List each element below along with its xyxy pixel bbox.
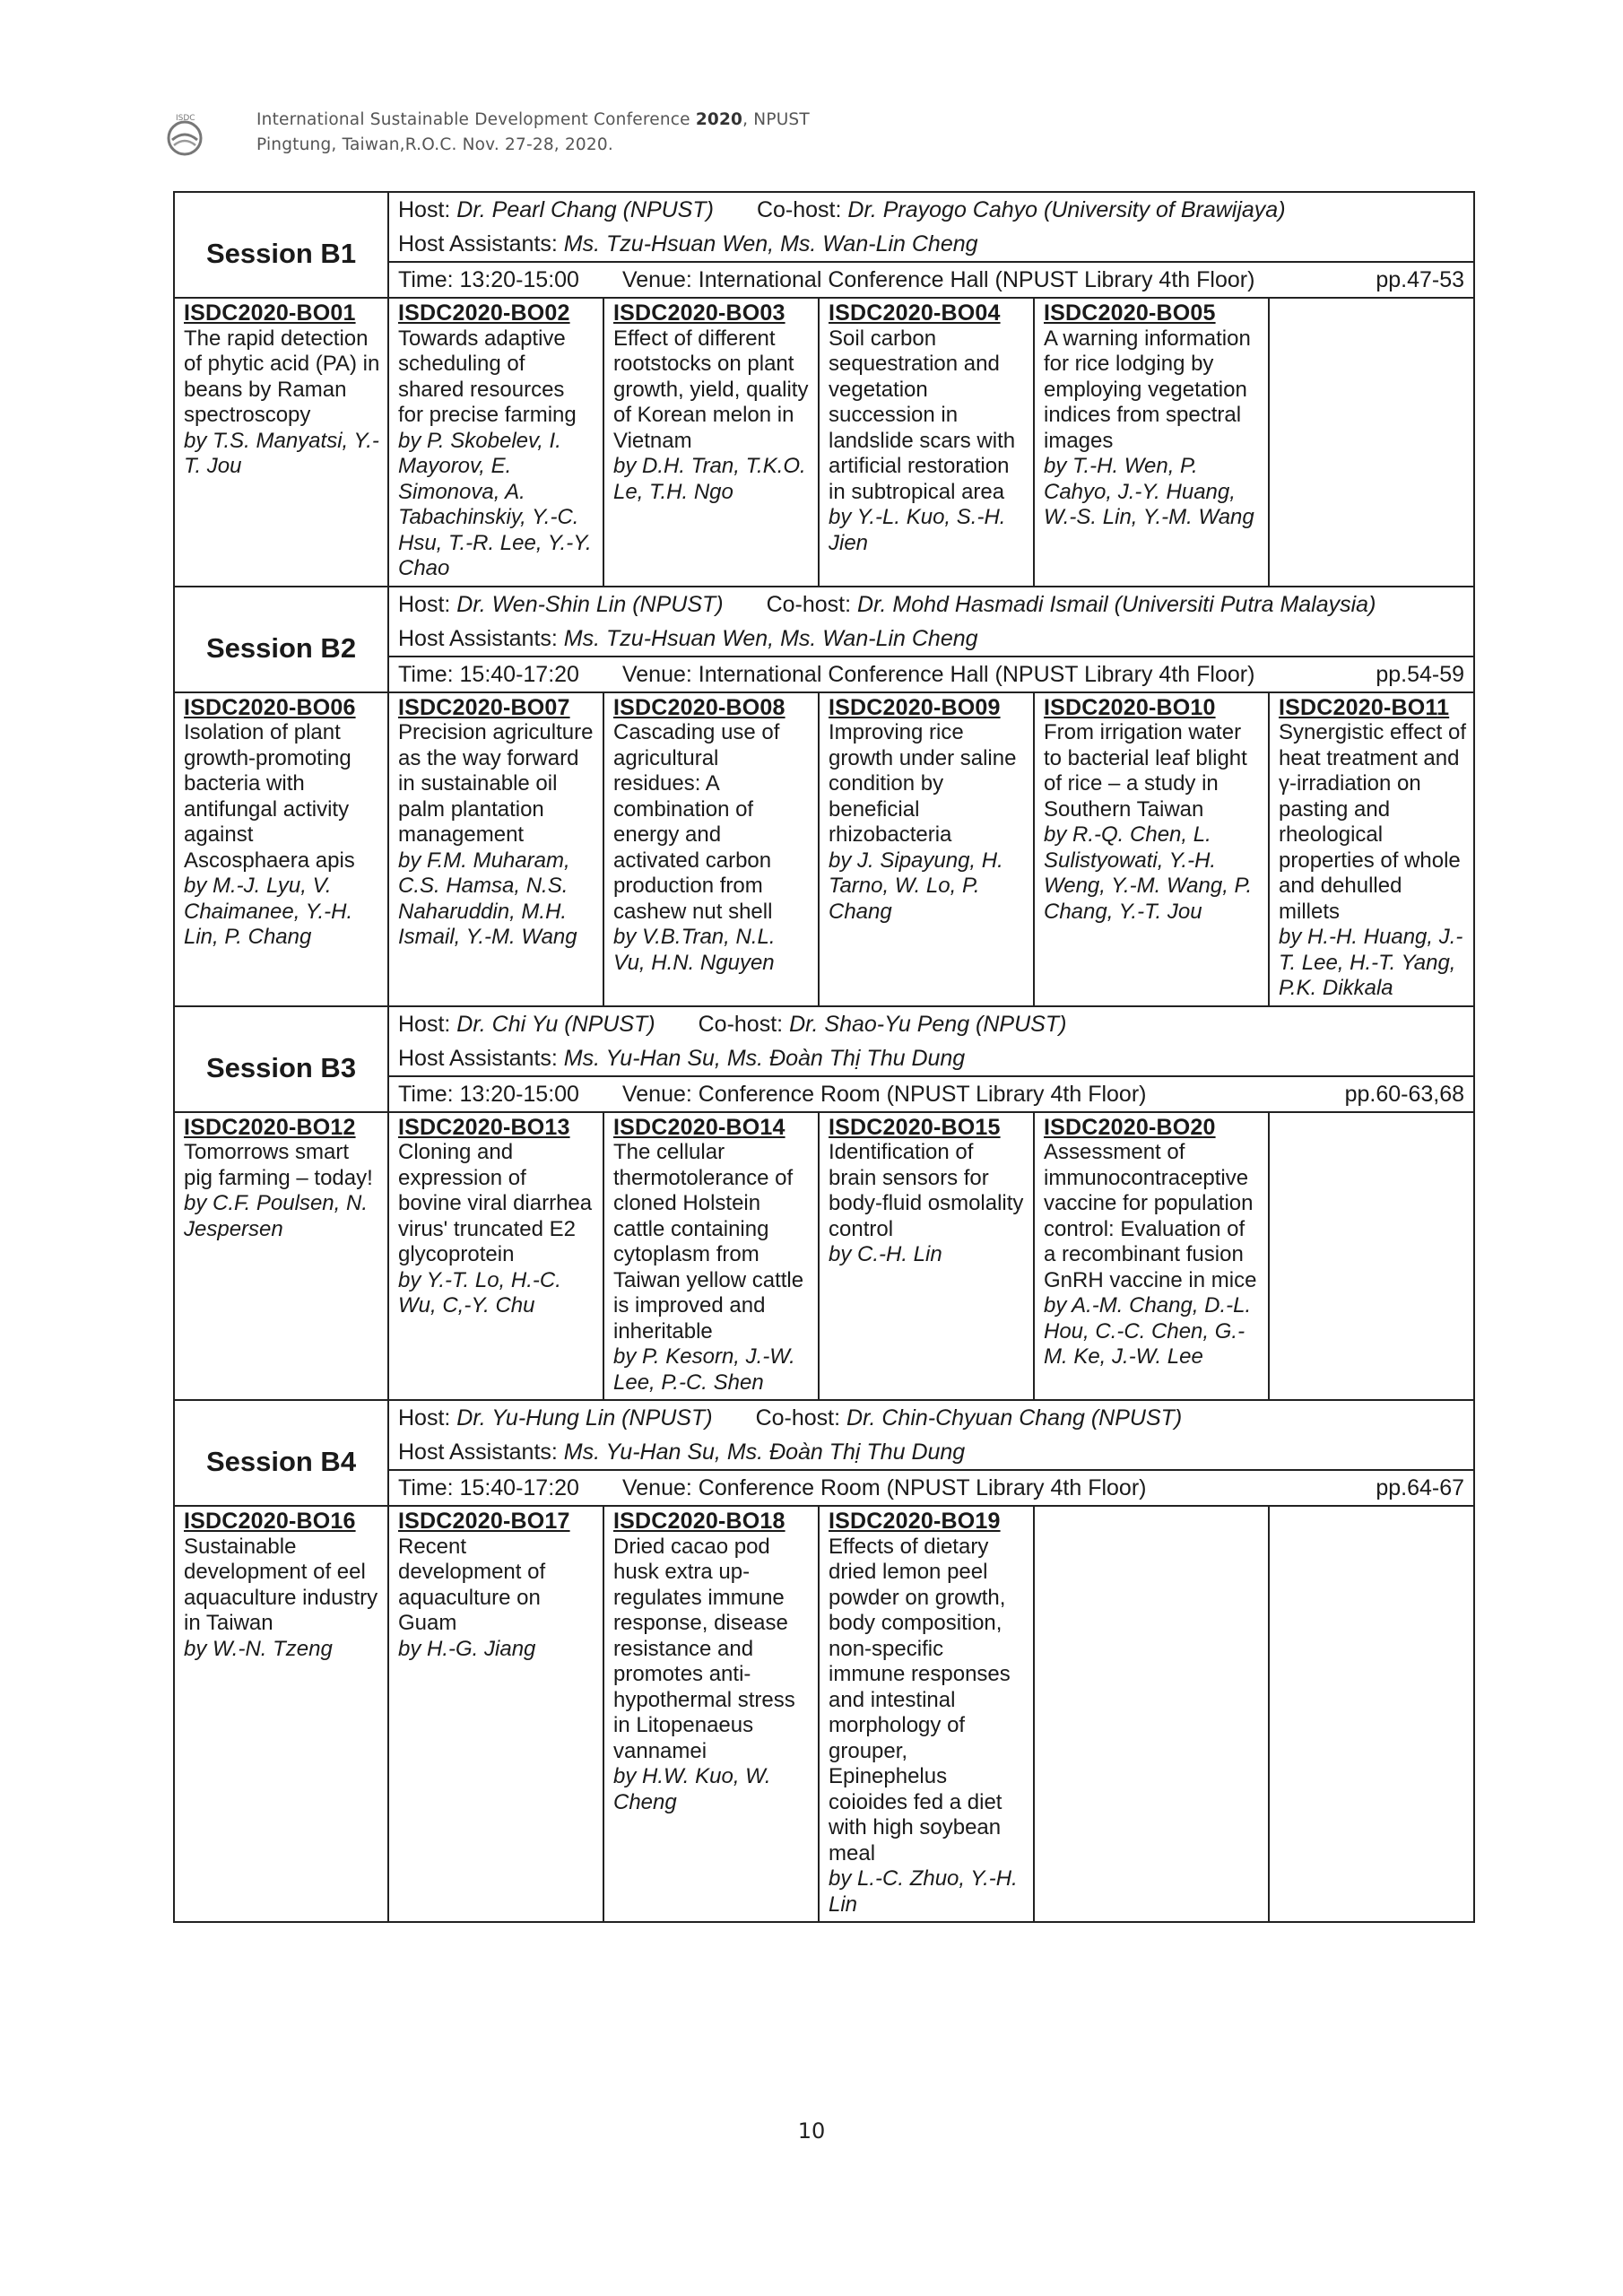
empty-paper-cell xyxy=(1269,1112,1474,1401)
session-info xyxy=(388,587,1474,692)
time-venue-line xyxy=(389,261,1473,297)
paper-id: ISDC2020-BO02 xyxy=(398,300,570,326)
session-time: Time: 15:40-17:20 xyxy=(398,661,579,687)
host-prefix: Host: xyxy=(398,1405,457,1431)
paper-id: ISDC2020-BO11 xyxy=(1279,694,1450,720)
paper-title: Isolation of plant growth-promoting bacteria with antifungal activity against Ascosphaera apis xyxy=(184,720,355,873)
paper-cell xyxy=(388,692,603,1006)
assistants-line xyxy=(389,227,1473,261)
paper-title: Synergistic effect of heat treatment and γ-irradiation on pasting and rheological properties of whole and dehulled millets xyxy=(1279,720,1466,924)
paper-id: ISDC2020-BO09 xyxy=(829,694,1001,720)
header-text xyxy=(256,108,810,158)
session-info xyxy=(388,1006,1474,1112)
assistants-prefix: Host Assistants: xyxy=(398,625,564,651)
paper-authors: by D.H. Tran, T.K.O. Le, T.H. Ngo xyxy=(613,454,806,504)
paper-authors: by H.W. Kuo, W. Cheng xyxy=(613,1764,771,1814)
paper-cell xyxy=(603,1506,819,1922)
time-venue-line xyxy=(389,1075,1473,1111)
assistants-names: Ms. Yu-Han Su, Ms. Đoàn Thị Thu Dung xyxy=(563,1045,966,1071)
paper-id: ISDC2020-BO06 xyxy=(184,694,356,720)
page-number: 10 xyxy=(797,2118,826,2144)
paper-title: The rapid detection of phytic acid (PA) in beans by Raman spectroscopy xyxy=(184,326,380,427)
header-year: 2020 xyxy=(695,110,743,129)
session-papers-row xyxy=(174,1112,1474,1401)
paper-id: ISDC2020-BO01 xyxy=(184,300,356,326)
session-title: Session B1 xyxy=(205,238,357,269)
paper-authors: by J. Sipayung, H. Tarno, W. Lo, P. Chang xyxy=(829,848,1003,924)
paper-title: Assessment of immunocontraceptive vaccine for population control: Evaluation of a recombinant fusion GnRH vaccine in mice xyxy=(1044,1140,1257,1292)
paper-id: ISDC2020-BO14 xyxy=(613,1114,785,1140)
assistants-line xyxy=(389,622,1473,656)
paper-authors: by Y.-T. Lo, H.-C. Wu, C,-Y. Chu xyxy=(398,1267,561,1318)
paper-title: The cellular thermotolerance of cloned Holstein cattle containing cytoplasm from Taiwan yellow cattle is improved and inheritable xyxy=(613,1140,804,1344)
paper-id: ISDC2020-BO07 xyxy=(398,694,570,720)
paper-cell xyxy=(388,1112,603,1401)
assistants-prefix: Host Assistants: xyxy=(398,1045,564,1071)
paper-title: Tomorrows smart pig farming – today! xyxy=(184,1140,373,1190)
host-name: Dr. Pearl Chang (NPUST) xyxy=(456,197,714,222)
host-line xyxy=(389,1007,1473,1041)
header-line-2: Pingtung, Taiwan,R.O.C. Nov. 27-28, 2020. xyxy=(256,135,613,154)
assistants-names: Ms. Tzu-Hsuan Wen, Ms. Wan-Lin Cheng xyxy=(563,231,978,257)
cohost-name: Dr. Shao-Yu Peng (NPUST) xyxy=(789,1011,1067,1037)
globe-swirl-icon xyxy=(160,109,210,160)
session-venue: Venue: International Conference Hall (NPUST Library 4th Floor) xyxy=(621,661,1255,687)
assistants-prefix: Host Assistants: xyxy=(398,1439,564,1465)
empty-paper-cell xyxy=(1269,298,1474,587)
paper-title: Effects of dietary dried lemon peel powder on growth, body composition, non-specific immune responses and intestinal morphology of grouper, Epinephelus coioides fed a diet with high soybean meal xyxy=(829,1534,1011,1866)
cohost-prefix: Co-host: xyxy=(756,197,848,222)
paper-authors: by C.-H. Lin xyxy=(829,1242,942,1266)
session-pages: pp.54-59 xyxy=(1376,661,1465,687)
paper-authors: by M.-J. Lyu, V. Chaimanee, Y.-H. Lin, P. Chang xyxy=(184,874,353,949)
session-header-row xyxy=(174,587,1474,692)
paper-title: Cloning and expression of bovine viral diarrhea virus' truncated E2 glycoprotein xyxy=(398,1140,593,1266)
paper-title: Dried cacao pod husk extra up-regulates immune response, disease resistance and promotes anti-hypothermal stress in Litopenaeus vannamei xyxy=(613,1534,795,1763)
paper-title: From irrigation water to bacterial leaf blight of rice – a study in Southern Taiwan xyxy=(1044,720,1247,822)
paper-authors: by H.-H. Huang, J.-T. Lee, H.-T. Yang, P.K. Dikkala xyxy=(1279,925,1463,1000)
session-venue: Venue: Conference Room (NPUST Library 4th Floor) xyxy=(621,1081,1147,1107)
paper-cell xyxy=(1034,1112,1269,1401)
paper-title: Recent development of aquaculture on Guam xyxy=(398,1534,546,1635)
session-header-row xyxy=(174,1006,1474,1112)
host-prefix: Host: xyxy=(398,1011,457,1037)
session-pages: pp.60-63,68 xyxy=(1344,1081,1465,1107)
paper-cell xyxy=(174,1112,388,1401)
session-schedule-table xyxy=(173,191,1475,1923)
cohost-prefix: Co-host: xyxy=(755,1405,847,1431)
paper-title: Soil carbon sequestration and vegetation succession in landslide scars with artificial restoration in subtropical area xyxy=(829,326,1016,504)
paper-id: ISDC2020-BO12 xyxy=(184,1114,356,1140)
session-pages: pp.64-67 xyxy=(1376,1475,1465,1500)
header-institution: , NPUST xyxy=(742,110,810,129)
paper-id: ISDC2020-BO20 xyxy=(1044,1114,1216,1140)
session-label xyxy=(174,1006,388,1112)
paper-title: Precision agriculture as the way forward in sustainable oil palm plantation management xyxy=(398,720,594,847)
paper-id: ISDC2020-BO17 xyxy=(398,1509,570,1534)
paper-cell xyxy=(1269,692,1474,1006)
host-line xyxy=(389,587,1473,622)
session-label xyxy=(174,192,388,298)
empty-paper-cell xyxy=(1034,1506,1269,1922)
cohost-prefix: Co-host: xyxy=(698,1011,790,1037)
paper-authors: by C.F. Poulsen, N. Jespersen xyxy=(184,1191,368,1241)
time-venue-line xyxy=(389,656,1473,691)
session-title: Session B2 xyxy=(205,631,357,664)
session-header-row xyxy=(174,192,1474,298)
paper-id: ISDC2020-BO13 xyxy=(398,1114,570,1140)
session-papers-row xyxy=(174,1506,1474,1922)
paper-cell xyxy=(388,298,603,587)
paper-authors: by F.M. Muharam, C.S. Hamsa, N.S. Naharuddin, M.H. Ismail, Y.-M. Wang xyxy=(398,848,577,949)
session-info xyxy=(388,192,1474,298)
paper-cell xyxy=(174,1506,388,1922)
host-prefix: Host: xyxy=(398,591,457,617)
assistants-prefix: Host Assistants: xyxy=(398,231,564,257)
paper-cell xyxy=(1034,298,1269,587)
paper-id: ISDC2020-BO05 xyxy=(1044,300,1216,326)
paper-cell xyxy=(174,692,388,1006)
session-label xyxy=(174,587,388,692)
cohost-name: Dr. Chin-Chyuan Chang (NPUST) xyxy=(846,1405,1183,1431)
paper-title: A warning information for rice lodging by employing vegetation indices from spectral images xyxy=(1044,326,1251,453)
paper-title: Cascading use of agricultural residues: A combination of energy and activated carbon production from cashew nut shell xyxy=(613,720,780,924)
paper-cell xyxy=(819,298,1034,587)
paper-title: Identification of brain sensors for body-fluid osmolality control xyxy=(829,1140,1024,1241)
session-papers-row xyxy=(174,692,1474,1006)
empty-paper-cell xyxy=(1269,1506,1474,1922)
paper-cell xyxy=(603,1112,819,1401)
paper-authors: by Y.-L. Kuo, S.-H. Jien xyxy=(829,505,1006,555)
paper-id: ISDC2020-BO10 xyxy=(1044,694,1216,720)
session-info xyxy=(388,1400,1474,1506)
paper-title: Towards adaptive scheduling of shared resources for precise farming xyxy=(398,326,577,427)
session-time: Time: 15:40-17:20 xyxy=(398,1475,579,1500)
header-line-1 xyxy=(256,108,810,133)
paper-authors: by H.-G. Jiang xyxy=(398,1636,536,1661)
session-title: Session B4 xyxy=(205,1446,357,1477)
paper-cell xyxy=(388,1506,603,1922)
session-time: Time: 13:20-15:00 xyxy=(398,267,579,292)
host-line xyxy=(389,193,1473,227)
paper-cell xyxy=(174,298,388,587)
paper-authors: by P. Skobelev, I. Mayorov, E. Simonova, A. Tabachinskiy, Y.-C. Hsu, T.-R. Lee, Y.-Y. Chao xyxy=(398,428,592,580)
cohost-prefix: Co-host: xyxy=(766,591,858,617)
cohost-name: Dr. Prayogo Cahyo (University of Brawijaya) xyxy=(847,197,1286,222)
paper-id: ISDC2020-BO03 xyxy=(613,300,785,326)
paper-id: ISDC2020-BO19 xyxy=(829,1509,1001,1534)
host-prefix: Host: xyxy=(398,197,457,222)
paper-title: Sustainable development of eel aquaculture industry in Taiwan xyxy=(184,1534,378,1635)
header-conference-name: International Sustainable Development Conference xyxy=(256,110,690,129)
host-name: Dr. Yu-Hung Lin (NPUST) xyxy=(456,1405,713,1431)
host-line xyxy=(389,1401,1473,1435)
paper-authors: by T.S. Manyatsi, Y.-T. Jou xyxy=(184,428,379,478)
paper-cell xyxy=(819,1112,1034,1401)
paper-cell xyxy=(819,1506,1034,1922)
cohost-name: Dr. Mohd Hasmadi Ismail (Universiti Putra Malaysia) xyxy=(857,591,1376,617)
session-header-row xyxy=(174,1400,1474,1506)
session-time: Time: 13:20-15:00 xyxy=(398,1081,579,1107)
host-name: Dr. Wen-Shin Lin (NPUST) xyxy=(456,591,724,617)
paper-authors: by T.-H. Wen, P. Cahyo, J.-Y. Huang, W.-S. Lin, Y.-M. Wang xyxy=(1044,454,1254,529)
assistants-line xyxy=(389,1041,1473,1075)
paper-cell xyxy=(1034,692,1269,1006)
assistants-names: Ms. Yu-Han Su, Ms. Đoàn Thị Thu Dung xyxy=(563,1439,966,1465)
session-venue: Venue: International Conference Hall (NPUST Library 4th Floor) xyxy=(621,267,1255,292)
logo-text: ISDC xyxy=(176,114,195,123)
paper-title: Improving rice growth under saline condition by beneficial rhizobacteria xyxy=(829,720,1017,847)
session-papers-row xyxy=(174,298,1474,587)
paper-id: ISDC2020-BO15 xyxy=(829,1114,1001,1140)
paper-authors: by W.-N. Tzeng xyxy=(184,1636,333,1661)
session-venue: Venue: Conference Room (NPUST Library 4th Floor) xyxy=(621,1475,1147,1500)
session-pages: pp.47-53 xyxy=(1376,267,1465,292)
paper-authors: by R.-Q. Chen, L. Sulistyowati, Y.-H. Weng, Y.-M. Wang, P. Chang, Y.-T. Jou xyxy=(1044,822,1253,924)
host-name: Dr. Chi Yu (NPUST) xyxy=(456,1011,655,1037)
assistants-names: Ms. Tzu-Hsuan Wen, Ms. Wan-Lin Cheng xyxy=(563,625,978,651)
paper-authors: by A.-M. Chang, D.-L. Hou, C.-C. Chen, G.-M. Ke, J.-W. Lee xyxy=(1044,1293,1252,1369)
paper-authors: by L.-C. Zhuo, Y.-H. Lin xyxy=(829,1866,1018,1917)
paper-cell xyxy=(603,298,819,587)
paper-authors: by P. Kesorn, J.-W. Lee, P.-C. Shen xyxy=(613,1344,795,1395)
session-label xyxy=(174,1400,388,1506)
paper-authors: by V.B.Tran, N.L. Vu, H.N. Nguyen xyxy=(613,925,776,975)
time-venue-line xyxy=(389,1469,1473,1505)
paper-cell xyxy=(603,692,819,1006)
assistants-line xyxy=(389,1435,1473,1469)
paper-id: ISDC2020-BO16 xyxy=(184,1509,356,1534)
paper-id: ISDC2020-BO08 xyxy=(613,694,785,720)
paper-cell xyxy=(819,692,1034,1006)
session-title: Session B3 xyxy=(205,1051,357,1083)
paper-id: ISDC2020-BO18 xyxy=(613,1509,785,1534)
paper-title: Effect of different rootstocks on plant growth, yield, quality of Korean melon in Vietnam xyxy=(613,326,809,453)
paper-id: ISDC2020-BO04 xyxy=(829,300,1001,326)
